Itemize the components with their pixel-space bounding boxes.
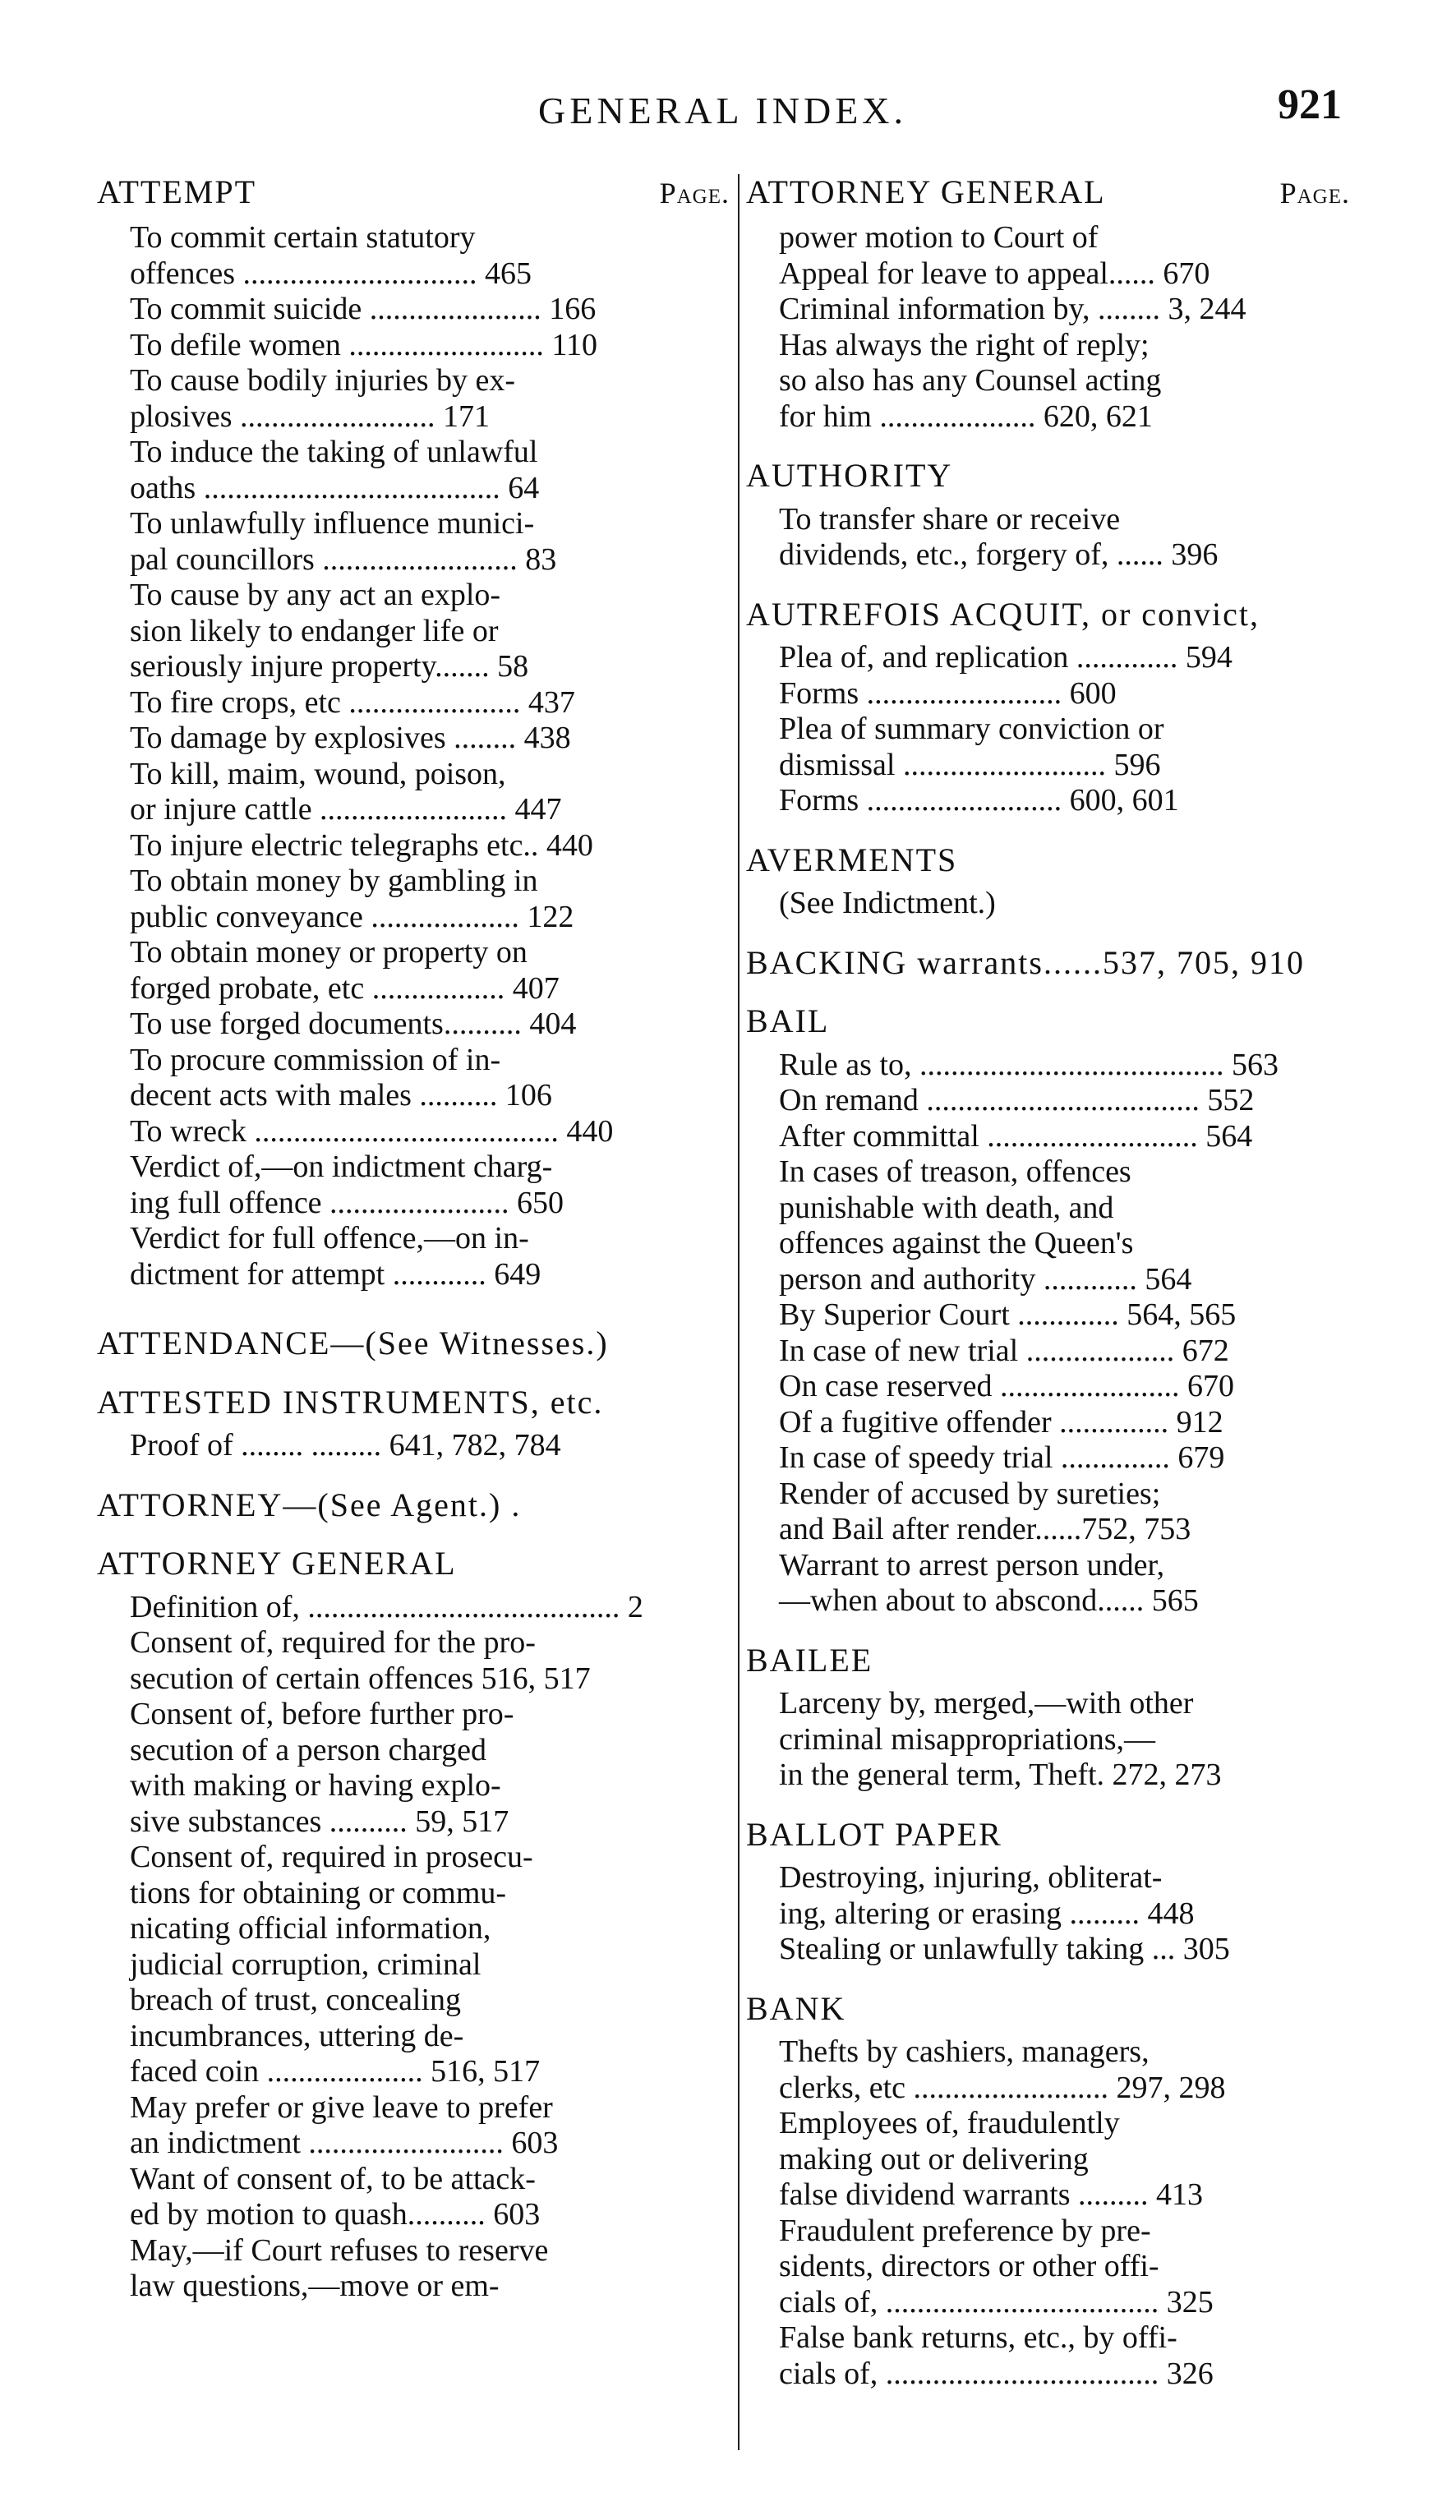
index-entry <box>97 1114 730 1150</box>
section-bailee <box>746 1642 1350 1794</box>
section-bank <box>746 1991 1350 2393</box>
section-heading: BACKING warrants......537, 705, 910 <box>746 943 1305 981</box>
right-column <box>746 174 1350 2415</box>
entry-list <box>746 1860 1350 1968</box>
section-autrefois <box>746 597 1350 819</box>
entry-line: Criminal information by, ........ 3, 244 <box>779 292 1246 326</box>
index-entry <box>97 220 730 292</box>
index-entry <box>746 783 1350 819</box>
entry-line: To injure electric telegraphs etc.. 440 <box>130 827 593 863</box>
entry-line: On case reserved ....................... 670 <box>779 1369 1235 1403</box>
entry-line: Warrant to arrest person under, <box>779 1547 1165 1582</box>
entry-line: Stealing or unlawfully taking ... 305 <box>779 1932 1230 1966</box>
index-entry <box>746 1154 1350 1297</box>
entry-line: for him .................... 620, 621 <box>779 399 1153 434</box>
index-entry <box>97 435 730 506</box>
section-heading: ATTEMPT <box>97 173 256 210</box>
section-heading: ATTESTED INSTRUMENTS, etc. <box>97 1383 604 1421</box>
section-attorney-general <box>97 1546 730 2305</box>
entry-line: Plea of summary conviction or <box>779 712 1164 746</box>
section-head <box>97 174 730 215</box>
section-backing <box>746 945 1350 981</box>
entry-line: Plea of, and replication ............. 594 <box>779 640 1233 675</box>
entry-line: To wreck ....................................... 440 <box>130 1113 614 1149</box>
index-entry <box>746 1334 1350 1370</box>
entry-line: May,—if Court refuses to reserve <box>130 2232 549 2268</box>
entry-line: —when about to abscond...... 565 <box>779 1583 1199 1618</box>
entry-line: seriously injure property....... 58 <box>130 649 529 684</box>
index-entry <box>746 1860 1350 1932</box>
index-entry <box>746 1119 1350 1155</box>
entry-line: To unlawfully influence munici- <box>130 506 535 541</box>
entry-line: In cases of treason, offences <box>779 1154 1131 1189</box>
index-entry <box>97 685 730 721</box>
section-heading: ATTORNEY GENERAL <box>97 1545 457 1582</box>
index-entry <box>746 1548 1350 1619</box>
index-entry <box>746 2214 1350 2321</box>
index-entry <box>746 1440 1350 1477</box>
entry-line: After committal ........................... 564 <box>779 1118 1253 1154</box>
index-entry <box>97 1590 730 1626</box>
index-entry <box>746 1083 1350 1119</box>
entry-line: sidents, directors or other offi- <box>779 2249 1159 2283</box>
index-entry <box>746 220 1350 292</box>
section-head <box>746 174 1350 215</box>
index-entry <box>746 502 1350 574</box>
index-entry <box>746 292 1350 328</box>
section-ballot-paper <box>746 1817 1350 1968</box>
entry-line: In case of speedy trial .............. 679 <box>779 1440 1225 1475</box>
section-heading: AVERMENTS <box>746 841 958 878</box>
entry-line: criminal misappropriations,— <box>779 1721 1156 1757</box>
entry-list <box>746 1048 1350 1619</box>
entry-line: By Superior Court ............. 564, 565 <box>779 1297 1237 1332</box>
running-title: GENERAL INDEX. <box>538 90 908 131</box>
entry-line: Verdict for full offence,—on in- <box>130 1221 529 1255</box>
entry-list <box>746 1686 1350 1794</box>
entry-line: person and authority ............ 564 <box>779 1261 1192 1297</box>
index-entry <box>746 1369 1350 1405</box>
section-bail <box>746 1003 1350 1619</box>
index-entry <box>97 757 730 828</box>
entry-line: an indictment ......................... 603 <box>130 2126 559 2160</box>
entry-line: May prefer or give leave to prefer <box>130 2089 553 2125</box>
index-entry <box>97 328 730 364</box>
entry-line: cials of, ................................... 326 <box>779 2356 1214 2391</box>
section-authority <box>746 458 1350 574</box>
entry-line: power motion to Court of <box>779 220 1099 255</box>
entry-line: secution of certain offences 516, 517 <box>130 1661 591 1696</box>
index-entry <box>746 1405 1350 1441</box>
entry-line: (See Indictment.) <box>779 886 996 920</box>
entry-line: To commit certain statutory <box>130 220 476 255</box>
entry-list <box>746 220 1350 435</box>
index-entry <box>746 328 1350 435</box>
entry-line: On remand ................................... 552 <box>779 1083 1255 1117</box>
entry-line: Has always the right of reply; <box>779 327 1150 362</box>
entry-line: secution of a person charged <box>130 1732 487 1767</box>
entry-line: Destroying, injuring, obliterat- <box>779 1860 1163 1895</box>
entry-line: faced coin .................... 516, 517 <box>130 2054 541 2089</box>
entry-line: Consent of, before further pro- <box>130 1697 514 1731</box>
entry-line: To cause by any act an explo- <box>130 578 501 612</box>
entry-line: breach of trust, concealing <box>130 1983 462 2017</box>
index-entry <box>97 506 730 578</box>
entry-list <box>97 1590 730 2305</box>
entry-line: sive substances .......... 59, 517 <box>130 1804 509 1839</box>
entry-line: so also has any Counsel acting <box>779 363 1162 398</box>
entry-line: To procure commission of in- <box>130 1042 501 1077</box>
index-entry <box>97 2162 730 2233</box>
entry-line: offences .............................. 465 <box>130 256 532 291</box>
entry-line: Consent of, required in prosecu- <box>130 1840 533 1874</box>
entry-line: Forms ......................... 600, 601 <box>779 783 1179 818</box>
index-entry <box>97 935 730 1007</box>
index-entry <box>97 1428 730 1464</box>
entry-line: Of a fugitive offender .............. 912 <box>779 1404 1223 1440</box>
entry-line: To defile women ......................... 110 <box>130 327 598 362</box>
entry-line: Rule as to, ....................................... 563 <box>779 1047 1279 1082</box>
index-entry <box>746 712 1350 783</box>
entry-line: To kill, maim, wound, poison, <box>130 756 506 791</box>
index-entry <box>746 1048 1350 1084</box>
index-entry <box>97 1625 730 1697</box>
entry-line: oaths ...................................... 64 <box>130 470 540 505</box>
entry-list <box>746 2034 1350 2392</box>
entry-line: punishable with death, and <box>779 1190 1114 1225</box>
index-entry <box>746 1477 1350 1548</box>
section-heading: AUTHORITY <box>746 457 953 494</box>
index-entry <box>97 1840 730 2090</box>
entry-line: In case of new trial ................... 672 <box>779 1333 1229 1368</box>
entry-line: ing full offence ....................... 650 <box>130 1185 564 1220</box>
entry-list <box>97 220 730 1292</box>
entry-line: offences against the Queen's <box>779 1226 1134 1260</box>
entry-line: or injure cattle ........................ 447 <box>130 792 562 827</box>
entry-line: To obtain money by gambling in <box>130 864 538 898</box>
section-heading: ATTORNEY—(See Agent.) . <box>97 1486 522 1523</box>
entry-line: cials of, ................................... 325 <box>779 2284 1214 2320</box>
entry-line: law questions,—move or em- <box>130 2269 500 2303</box>
entry-line: and Bail after render......752, 753 <box>779 1512 1191 1546</box>
entry-line: decent acts with males .......... 106 <box>130 1078 552 1113</box>
entry-line: Want of consent of, to be attack- <box>130 2161 536 2196</box>
section-heading: BAIL <box>746 1002 830 1039</box>
entry-line: dividends, etc., forgery of, ...... 396 <box>779 537 1219 572</box>
entry-line: incumbrances, uttering de- <box>130 2018 464 2053</box>
entry-line: Consent of, required for the pro- <box>130 1625 536 1660</box>
section-heading: ATTENDANCE—(See Witnesses.) <box>97 1324 609 1361</box>
entry-line: Larceny by, merged,—with other <box>779 1686 1194 1721</box>
index-entry <box>97 721 730 757</box>
entry-line: Appeal for leave to appeal...... 670 <box>779 256 1210 291</box>
running-head <box>0 81 1456 138</box>
section-averments <box>746 842 1350 922</box>
entry-line: ed by motion to quash.......... 603 <box>130 2197 541 2232</box>
entry-line: To induce the taking of unlawful <box>130 435 538 469</box>
index-entry <box>97 864 730 935</box>
entry-line: Thefts by cashiers, managers, <box>779 2034 1150 2069</box>
entry-line: with making or having explo- <box>130 1768 501 1803</box>
entry-line: To use forged documents.......... 404 <box>130 1007 577 1041</box>
entry-line: false dividend warrants ......... 413 <box>779 2177 1204 2212</box>
section-attorney <box>97 1487 730 1523</box>
entry-list <box>746 640 1350 819</box>
entry-line: To obtain money or property on <box>130 935 528 970</box>
page-label: Page. <box>659 177 730 210</box>
entry-line: ing, altering or erasing ......... 448 <box>779 1896 1195 1931</box>
entry-line: False bank returns, etc., by offi- <box>779 2320 1177 2355</box>
entry-line: Verdict of,—on indictment charg- <box>130 1149 553 1184</box>
section-attendance <box>97 1325 730 1361</box>
index-entry <box>746 2034 1350 2106</box>
entry-line: Proof of ........ ......... 641, 782, 784 <box>130 1428 561 1463</box>
entry-line: public conveyance ................... 122 <box>130 899 574 934</box>
index-entry <box>97 828 730 864</box>
entry-line: Fraudulent preference by pre- <box>779 2213 1151 2248</box>
entry-line: nicating official information, <box>130 1911 491 1946</box>
index-entry <box>746 2320 1350 2392</box>
page-label: Page. <box>1279 177 1350 210</box>
index-entry <box>746 640 1350 676</box>
entry-line: clerks, etc ......................... 297, 298 <box>779 2070 1226 2105</box>
entry-line: forged probate, etc ................. 407 <box>130 970 560 1006</box>
entry-line: Definition of, ........................................ 2 <box>130 1589 643 1624</box>
entry-line: judicial corruption, criminal <box>130 1946 481 1982</box>
section-heading: BALLOT PAPER <box>746 1815 1002 1853</box>
entry-line: plosives ......................... 171 <box>130 399 491 434</box>
entry-line: pal councillors ......................... 83 <box>130 541 557 577</box>
index-entry <box>97 1697 730 1840</box>
page-number: 921 <box>1278 81 1342 128</box>
entry-line: in the general term, Theft. 272, 273 <box>779 1758 1222 1792</box>
section-heading: AUTREFOIS ACQUIT, or convict, <box>746 595 1260 633</box>
section-attempt <box>97 174 730 1292</box>
column-divider <box>738 174 740 2450</box>
entry-line: making out or delivering <box>779 2141 1089 2177</box>
index-entry <box>97 1149 730 1221</box>
entry-line: sion likely to endanger life or <box>130 613 499 648</box>
entry-line: dismissal .......................... 596 <box>779 747 1161 782</box>
entry-line: Forms ......................... 600 <box>779 675 1117 711</box>
index-entry <box>97 2233 730 2305</box>
index-entry <box>97 363 730 435</box>
left-column <box>97 174 730 2338</box>
section-heading: BANK <box>746 1989 846 2027</box>
entry-line: To transfer share or receive <box>779 501 1121 537</box>
entry-line: To cause bodily injuries by ex- <box>130 363 516 398</box>
section-attorney-general-cont <box>746 174 1350 435</box>
index-entry <box>746 1686 1350 1794</box>
index-entry <box>97 292 730 328</box>
section-heading: BAILEE <box>746 1641 873 1679</box>
index-entry <box>97 2090 730 2162</box>
index-entry <box>746 2106 1350 2214</box>
entry-line: Employees of, fraudulently <box>779 2106 1120 2140</box>
entry-line: tions for obtaining or commu- <box>130 1875 507 1910</box>
section-heading: ATTORNEY GENERAL <box>746 173 1106 210</box>
entry-line: To commit suicide ...................... 166 <box>130 292 597 326</box>
index-entry <box>97 1221 730 1292</box>
index-entry <box>97 1007 730 1043</box>
index-entry <box>746 1297 1350 1334</box>
entry-line: dictment for attempt ............ 649 <box>130 1256 541 1292</box>
index-entry <box>97 578 730 685</box>
index-entry <box>97 1043 730 1114</box>
entry-line: To damage by explosives ........ 438 <box>130 721 571 755</box>
index-entry <box>746 886 1350 922</box>
index-entry <box>746 1932 1350 1968</box>
entry-list <box>746 502 1350 574</box>
entry-line: To fire crops, etc ...................... 437 <box>130 684 575 720</box>
entry-line: Render of accused by sureties; <box>779 1476 1161 1511</box>
index-entry <box>746 676 1350 712</box>
section-attested-instruments <box>97 1384 730 1464</box>
